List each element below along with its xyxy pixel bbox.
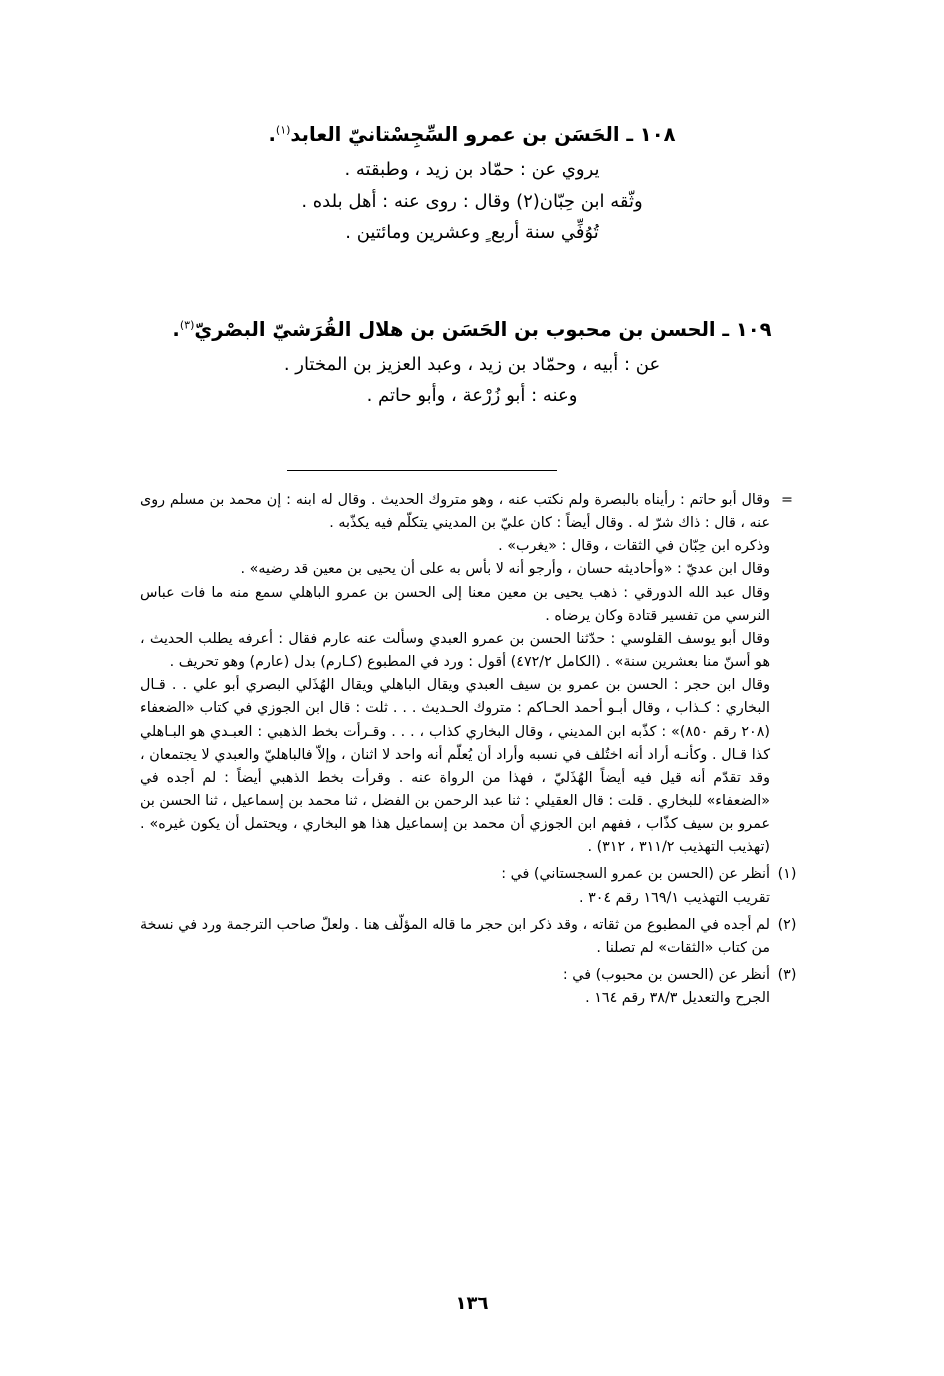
entry-heading-text: ١٠٨ ـ الحَسَن بن عمرو السِّجِسْتانيّ العابد [290,123,676,146]
entry-line: يروي عن : حمّاد بن زيد ، وطبقته . [344,159,600,181]
footnote-paragraph: لم أجده في المطبوع من ثقاته ، وقد ذكر ابن حجر ما قاله المؤلّف هنا . ولعلّ صاحب الترجمة ورد في نسخة من كتاب «الثقات» لم تصلنا . [140,916,770,956]
footnote-ref[interactable]: (١) [275,123,291,137]
footnotes-section [140,489,804,1010]
footnote-paragraph: أنظر عن (الحسن بن عمرو السجستاني) في : [501,866,770,883]
footnote-text [140,914,770,960]
footnote-paragraph: وقال ابن حجر : الحسن بن عمرو بن سيف العبدي ويقال الباهلي ويقال الهُذَلي البصري أبو علي . . قـال البخاري : كـذاب ، وقال أبـو أحمد الحـاكم : متروك الحـديث . . . ثلت : قال ابن الجوزي في كتاب «الضعفاء (٢٠٨ رقم ٨٥٠)» : كذّبه ابن المديني ، وقال البخاري كذاب ، . . . وقـرأت بخط الذهبي : العبـدي هو البـاهلي كذا قـال . وكأنـه أراد أنه اختُلف في نسبه وأراد أن يُعلّم أنه واحد لا اثنان ، وإلاّ فالباهليّ والعبدي لا يجتمعان ، وقد تقدّم أنه قيل فيه أيضاً الهُذَليّ ، فهذا من الرواة عنه . وقرأت بخط الذهبي أيضاً : لم أجده في «الضعفاء» للبخاري . قلت : قال العقيلي : ثنا عبد الرحمن بن الفضل ، ثنا محمد بن إسماعيل ، ثنا الحسن بن عمرو بن سيف كذّاب ، ففهم ابن الجوزي أن محمد بن إسماعيل هذا هو البخاري ، ويحتمل أن يكون غيره» . (تهذيب التهذيب ٣١١/٢ ، ٣١٢) . [140,677,770,856]
entry-line: وعنه : أبو زُرْعة ، وأبو حاتم . [366,385,578,407]
footnote-paragraph: وقال أبو يوسف القلوسي : حدّثنا الحسن بن عمرو العبدي وسألت عنه عارم فقال : أعرفه يطلب الحديث ، هو أسنّ منا بعشرين سنة» . (الكامل ٤٧٢/٢) أقول : ورد في المطبوع (كـارم) بدل (عارم) وهو تحريف . [140,630,770,671]
footnote-item [140,863,804,909]
entry-heading [140,315,804,345]
footnote-paragraph: أنظر عن (الحسن بن محبوب) في : [562,967,770,984]
entry-spacer [140,275,804,315]
footnote-paragraph: تقريب التهذيب ١٦٩/١ رقم ٣٠٤ . [579,889,770,906]
footnote-paragraph: وذكره ابن حِبّان في الثقات ، وقال : «يغرب» . [498,538,770,555]
page-number: ١٣٦ [455,1293,489,1314]
entry-line: تُوُفِّي سنة أربع ٍ وعشرين ومائتين . [345,222,599,244]
footnote-paragraph: وقال عبد الله الدورقي : ذهب يحيى بن معين معنا إلى الحسن بن عمرو الباهلي سمع منه ما فات عباس النرسي من تفسير قتادة وكان يرضاه . [140,584,770,624]
footnote-marker: (٣) [777,967,797,984]
footnote-item [140,914,804,960]
footnote-text [140,863,770,909]
footnote-ref[interactable]: (٣) [179,318,195,332]
footnote-item [140,489,804,860]
entry-heading-tail: . [172,317,180,341]
biography-entry [140,120,804,249]
entry-heading-text: ١٠٩ ـ الحسن بن محبوب بن الحَسَن بن هلال القُرَشيّ البصْريّ [194,317,772,341]
entry-line: وثّقه ابن حِبّان(٢) وقال : روى عنه : أهل بلده . [301,190,643,212]
footnote-marker: (٢) [777,916,797,933]
entry-heading-tail: . [268,123,276,146]
footnote-item [140,964,804,1010]
footnote-marker: (١) [777,866,797,883]
entry-line: عن : أبيه ، وحمّاد بن زيد ، وعبد العزيز بن المختار . [283,353,661,375]
footnote-marker: = [781,491,793,508]
horizontal-rule [287,470,557,471]
footnote-paragraph: وقال ابن عديّ : «وأحاديثه حسان ، وأرجو أنه لا بأس به على أن يحيى بن معين قد رضيه» . [240,561,770,578]
footnote-text [140,964,770,1010]
entry-heading [140,120,804,150]
footnote-text [140,489,770,860]
biography-entry [140,315,804,412]
footnote-paragraph: وقال أبو حاتم : رأيناه بالبصرة ولم نكتب عنه ، وهو متروك الحديث . وقال له ابنه : إن محمد بن مسلم روى عنه ، قال : ذاك شرّ له . وقال أيضاً : كان عليّ بن المديني يتكلّم فيه يكذّبه . [140,491,770,532]
footnote-separator [140,456,804,475]
footnote-paragraph: الجرح والتعديل ٣٨/٣ رقم ١٦٤ . [585,990,770,1007]
